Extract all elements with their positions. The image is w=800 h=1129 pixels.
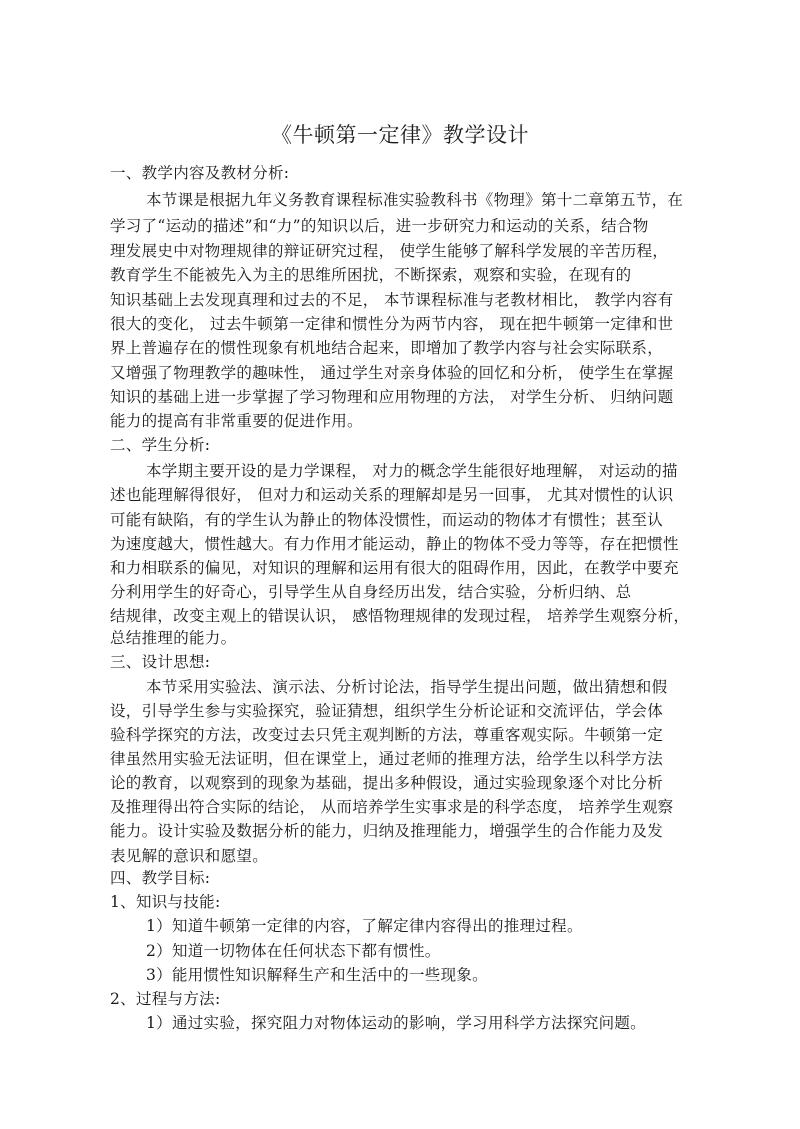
section-heading-content-analysis: 一、教学内容及教材分析: (110, 164, 290, 182)
paragraph-line: 能力。设计实验及数据分析的能力，归纳及推理能力，增强学生的合作能力及发 (110, 822, 664, 840)
paragraph-line: 验科学探究的方法，改变过去只凭主观判断的方法，尊重客观实际。牛顿第一定 (110, 726, 664, 744)
document-title: 《牛顿第一定律》教学设计 (271, 123, 529, 147)
section-heading-student-analysis: 二、学生分析: (110, 436, 211, 454)
paragraph-line: 可能有缺陷，有的学生认为静止的物体没惯性，而运动的物体才有惯性；甚至认 (110, 511, 664, 529)
paragraph-line: 知识基础上去发现真理和过去的不足， 本节课程标准与老教材相比， 教学内容有 (110, 291, 674, 309)
paragraph-line: 本节采用实验法、演示法、分析讨论法，指导学生提出问题，做出猜想和假 (146, 678, 668, 696)
paragraph-line: 论的教育，以观察到的现象为基础，提出多种假设，通过实验现象逐个对比分析 (110, 774, 664, 792)
paragraph-line: 设，引导学生参与实验探究，验证猜想，组织学生分析论证和交流评估，学会体 (110, 702, 664, 720)
paragraph-line: 本节课是根据九年义务教育课程标准实验教科书《物理》第十二章第五节，在 (146, 191, 684, 209)
paragraph-line: 教育学生不能被先入为主的思维所困扰，不断探索，观察和实验，在现有的 (110, 266, 632, 284)
paragraph-line: 界上普遍存在的惯性现象有机地结合起来，即增加了教学内容与社会实际联系， (110, 339, 664, 357)
paragraph-line: 为速度越大，惯性越大。有力作用才能运动，静止的物体不受力等等，存在把惯性 (110, 535, 679, 553)
paragraph-line: 及推理得出符合实际的结论， 从而培养学生实事求是的科学态度， 培养学生观察 (110, 798, 674, 816)
goal-list-item: 1）知道牛顿第一定律的内容，了解定律内容得出的推理过程。 (146, 917, 583, 935)
section-heading-teaching-goals: 四、教学目标: (110, 869, 211, 887)
subheading-knowledge-skills: 1、知识与技能: (110, 893, 221, 911)
subheading-process-methods: 2、过程与方法: (110, 990, 221, 1008)
paragraph-line: 学习了“运动的描述”和“力”的知识以后，进一步研究力和运动的关系，结合物 (110, 217, 649, 235)
paragraph-line: 能力的提高有非常重要的促进作用。 (110, 412, 363, 430)
paragraph-line: 总结推理的能力。 (110, 629, 237, 647)
goal-list-item: 2）知道一切物体在任何状态下都有惯性。 (146, 942, 441, 960)
paragraph-line: 知识的基础上进一步掌握了学习物理和应用物理的方法， 对学生分析、 归纳问题 (110, 388, 674, 406)
paragraph-line: 又增强了物理教学的趣味性， 通过学生对亲身体验的回忆和分析， 使学生在掌握 (110, 364, 674, 382)
paragraph-line: 律虽然用实验无法证明，但在课堂上，通过老师的推理方法，给学生以科学方法 (110, 750, 664, 768)
paragraph-line: 分利用学生的好奇心，引导学生从自身经历出发，结合实验，分析归纳、总 (110, 583, 632, 601)
paragraph-line: 很大的变化， 过去牛顿第一定律和惯性分为两节内容， 现在把牛顿第一定律和世 (110, 315, 674, 333)
paragraph-line: 述也能理解得很好， 但对力和运动关系的理解却是另一回事， 尤其对惯性的认识 (110, 486, 674, 504)
paragraph-line: 理发展史中对物理规律的辩证研究过程， 使学生能够了解科学发展的辛苦历程， (110, 242, 669, 260)
paragraph-line: 和力相联系的偏见，对知识的理解和运用有很大的阻碍作用，因此，在教学中要充 (110, 559, 679, 577)
section-heading-design-idea: 三、设计思想: (110, 653, 211, 671)
paragraph-line: 结规律，改变主观上的错误认识， 感悟物理规律的发现过程， 培养学生观察分析， (110, 607, 690, 625)
paragraph-line: 本学期主要开设的是力学课程， 对力的概念学生能很好地理解， 对运动的描 (146, 462, 678, 480)
goal-list-item: 3）能用惯性知识解释生产和生活中的一些现象。 (146, 966, 488, 984)
paragraph-line: 表见解的意识和愿望。 (110, 847, 269, 865)
goal-list-item: 1）通过实验，探究阻力对物体运动的影响，学习用科学方法探究问题。 (146, 1014, 646, 1032)
